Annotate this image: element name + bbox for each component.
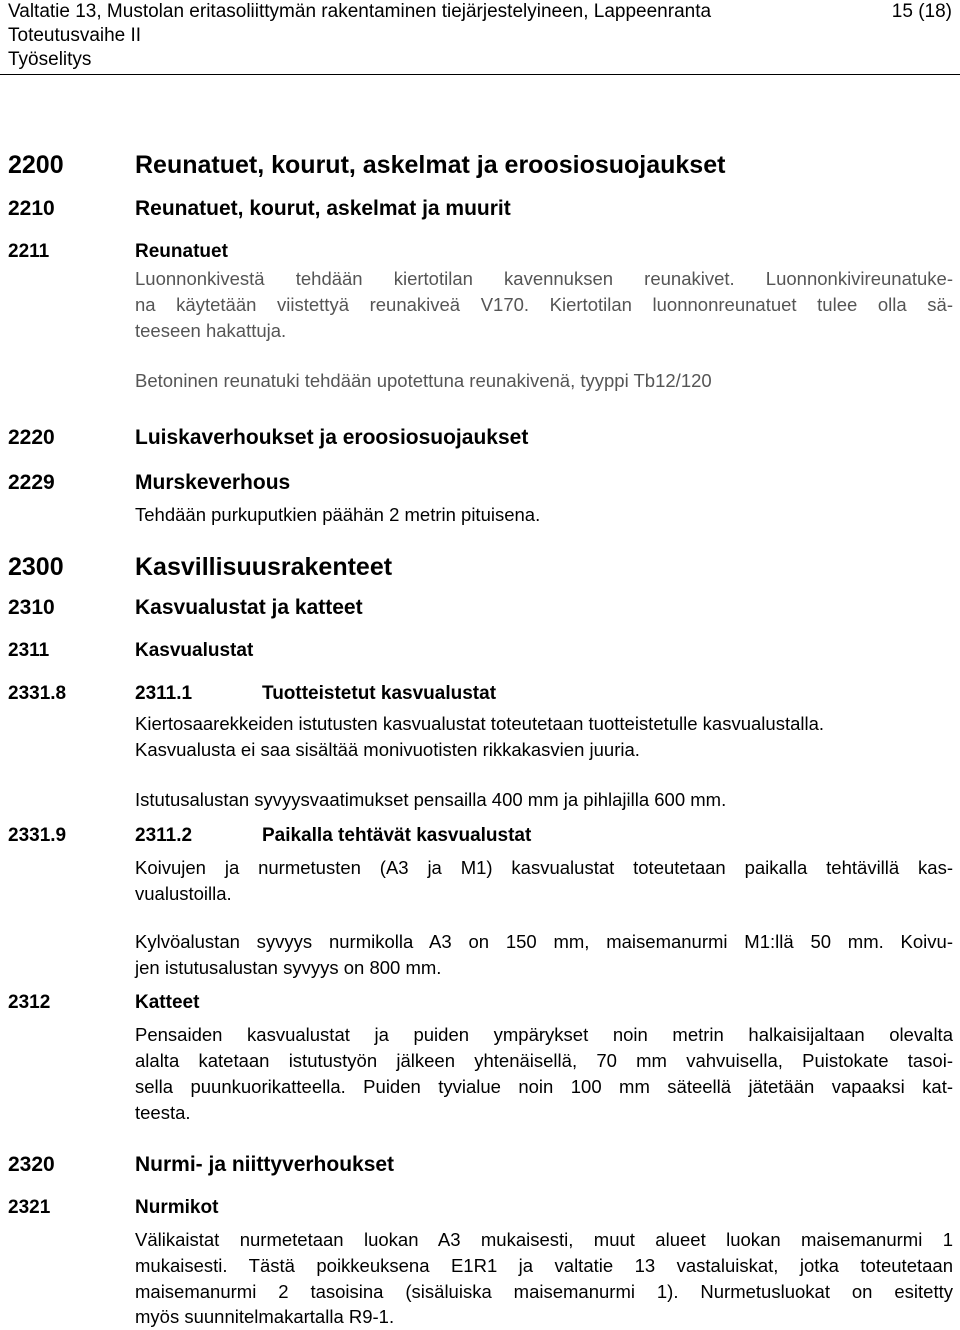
page-header (8, 0, 952, 72)
section-title: Reunatuet, kourut, askelmat ja eroosiosuojaukset (135, 151, 726, 179)
section-subnumber: 2311.1 (135, 683, 193, 704)
section-2220 (0, 425, 960, 453)
header-page-number: 15 (18) (891, 1, 952, 22)
paragraph-line: na käytetään viistettyä reunakiveä V170. Kiertotilan luonnonreunatuet tulee olla sä- (135, 294, 953, 315)
paragraph-line: mukaisesti. Tästä poikkeuksena E1R1 ja valtatie 13 vastaluiskat, jotka toteutetaan (135, 1255, 953, 1276)
paragraph-line: myös suunnitelmakartalla R9-1. (135, 1306, 395, 1327)
section-number: 2310 (8, 596, 55, 619)
section-number: 2331.9 (8, 825, 67, 846)
section-number: 2312 (8, 992, 51, 1013)
section-2211 (0, 240, 960, 390)
paragraph-line: teesta. (135, 1102, 191, 1123)
header-project-title: Valtatie 13, Mustolan eritasoliittymän rakentaminen tiejärjestelyineen, Lappeenranta (8, 1, 712, 22)
section-2321 (0, 1196, 960, 1330)
paragraph-line: Kylvöalustan syvyys nurmikolla A3 on 150 mm, maisemanurmi M1:llä 50 mm. Koivu- (135, 931, 953, 952)
section-title: Murskeverhous (135, 471, 291, 494)
section-number: 2211 (8, 241, 50, 262)
section-number: 2321 (8, 1197, 51, 1218)
header-divider (0, 74, 960, 75)
paragraph-line: Kiertosaarekkeiden istutusten kasvualustat toteutetaan tuotteistetulle kasvualustalla. (135, 713, 825, 734)
section-title: Luiskaverhoukset ja eroosiosuojaukset (135, 426, 529, 449)
section-number: 2311 (8, 640, 50, 661)
section-2300 (0, 552, 960, 584)
section-title: Kasvillisuusrakenteet (135, 553, 393, 581)
paragraph-line: Pensaiden kasvualustat ja puiden ympärykset noin metrin halkaisijaltaan olevalta (135, 1024, 953, 1045)
section-title: Reunatuet (135, 241, 228, 262)
section-2229 (0, 470, 960, 530)
section-2200 (0, 150, 960, 182)
section-subnumber: 2311.2 (135, 825, 193, 846)
section-title: Paikalla tehtävät kasvualustat (262, 825, 532, 846)
header-phase: Toteutusvaihe II (8, 25, 142, 46)
paragraph-line: Välikaistat nurmetetaan luokan A3 mukaisesti, muut alueet luokan maisemanurmi 1 (135, 1229, 953, 1250)
paragraph-line: Luonnonkivestä tehdään kiertotilan kavennuksen reunakivet. Luonnonkivireunatuke- (135, 268, 953, 289)
paragraph-line: alalta katetaan istutustyön jälkeen yhtenäisellä, 70 mm vahvuisella, Puistokate tasoi- (135, 1050, 953, 1071)
section-number: 2320 (8, 1153, 55, 1176)
paragraph-line: Koivujen ja nurmetusten (A3 ja M1) kasvualustat toteutetaan paikalla tehtävillä kas- (135, 857, 953, 878)
paragraph-line: jen istutusalustan syvyys on 800 mm. (135, 957, 442, 978)
paragraph-line: sella puunkuorikatteella. Puiden tyvialue noin 100 mm säteellä jätetään vapaaksi kat- (135, 1076, 953, 1097)
paragraph: Tehdään purkuputkien päähän 2 metrin pituisena. (135, 504, 541, 525)
paragraph-line: vualustoilla. (135, 883, 232, 904)
section-number: 2331.8 (8, 683, 67, 704)
section-title: Tuotteistetut kasvualustat (262, 683, 497, 704)
section-title: Kasvualustat ja katteet (135, 596, 363, 619)
section-number: 2300 (8, 553, 64, 581)
section-2311 (0, 639, 960, 665)
section-number: 2200 (8, 151, 64, 179)
section-2320 (0, 1152, 960, 1180)
paragraph-line: maisemanurmi 2 tasoisina (sisäluiska maisemanurmi 1). Nurmetusluokat on esitetty (135, 1281, 953, 1302)
paragraph-line: teeseen hakattuja. (135, 320, 287, 341)
section-number: 2210 (8, 197, 55, 220)
section-2312 (0, 991, 960, 1131)
section-2310 (0, 595, 960, 623)
section-title: Nurmikot (135, 1197, 219, 1218)
section-2210 (0, 196, 960, 224)
section-title: Reunatuet, kourut, askelmat ja muurit (135, 197, 511, 220)
section-title: Katteet (135, 992, 200, 1013)
header-document-type: Työselitys (8, 49, 92, 70)
section-2331-9 (0, 824, 960, 984)
section-number: 2220 (8, 426, 55, 449)
paragraph-line: Kasvualusta ei saa sisältää monivuotisten rikkakasvien juuria. (135, 739, 640, 760)
section-number: 2229 (8, 471, 55, 494)
section-2331-8 (0, 682, 960, 812)
paragraph: Istutusalustan syvyysvaatimukset pensailla 400 mm ja pihlajilla 600 mm. (135, 789, 727, 810)
paragraph: Betoninen reunatuki tehdään upotettuna reunakivenä, tyyppi Tb12/120 (135, 370, 712, 391)
section-title: Nurmi- ja niittyverhoukset (135, 1153, 395, 1176)
section-title: Kasvualustat (135, 640, 254, 661)
